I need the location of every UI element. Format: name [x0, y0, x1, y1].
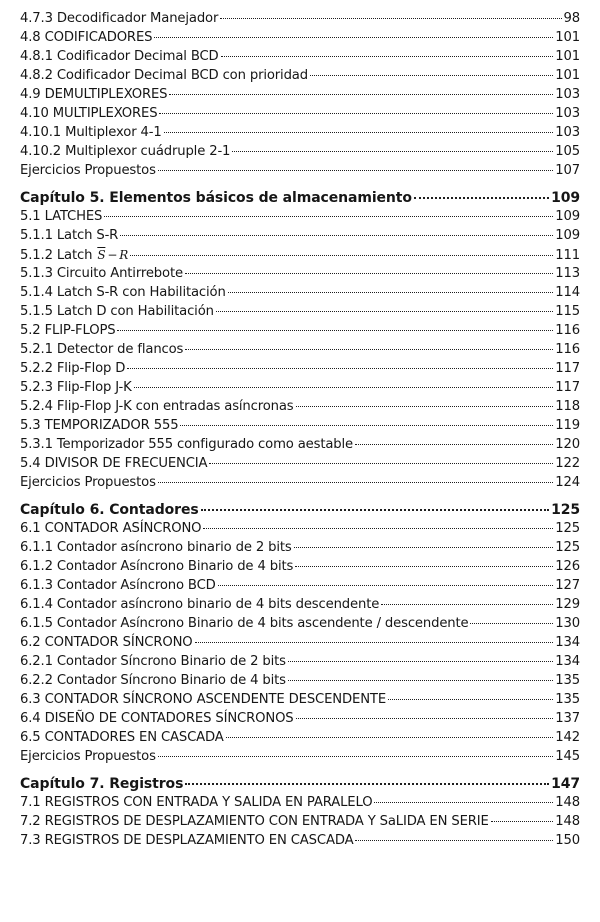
dot-leader	[195, 642, 554, 643]
toc-entry[interactable]	[20, 652, 580, 672]
toc-entry[interactable]	[20, 9, 580, 29]
entry-title: 5.4 DIVISOR DE FRECUENCIA	[20, 456, 208, 471]
page-number: 101	[555, 30, 580, 45]
toc-entry[interactable]	[20, 671, 580, 691]
page-number: 142	[555, 730, 580, 745]
symbol-minus: −	[107, 248, 118, 262]
page-number: 109	[551, 190, 580, 206]
page-number: 147	[551, 776, 580, 792]
entry-title: 4.10 MULTIPLEXORES	[20, 106, 158, 121]
dot-leader	[470, 623, 553, 624]
toc-entry[interactable]	[20, 576, 580, 596]
dot-leader	[154, 37, 553, 38]
entry-title: 6.1.4 Contador asíncrono binario de 4 bits descendente	[20, 597, 380, 612]
dot-leader	[130, 255, 553, 256]
toc-entry[interactable]	[20, 264, 580, 284]
toc-entry[interactable]	[20, 47, 580, 67]
entry-title: 5.2.4 Flip-Flop J-K con entradas asíncronas	[20, 399, 294, 414]
entry-title: 4.8 CODIFICADORES	[20, 30, 153, 45]
page-number: 101	[555, 49, 580, 64]
dot-leader	[220, 18, 561, 19]
toc-entry[interactable]	[20, 690, 580, 710]
entry-title: 6.2 CONTADOR SÍNCRONO	[20, 635, 193, 650]
entry-title: 6.5 CONTADORES EN CASCADA	[20, 730, 224, 745]
dot-leader	[158, 756, 553, 757]
dot-leader	[296, 406, 554, 407]
page-number: 101	[555, 68, 580, 83]
dot-leader	[203, 528, 553, 529]
entry-title: 6.1.5 Contador Asíncrono Binario de 4 bits ascendente / descendente	[20, 616, 469, 631]
toc-entry[interactable]	[20, 538, 580, 558]
page-number: 150	[555, 833, 580, 848]
toc-entry[interactable]	[20, 473, 580, 493]
dot-leader	[310, 75, 553, 76]
page-number: 145	[555, 749, 580, 764]
entry-title: 5.1.4 Latch S-R con Habilitación	[20, 285, 226, 300]
toc-entry[interactable]	[20, 831, 580, 851]
toc-entry[interactable]	[20, 793, 580, 813]
entry-title: 6.1.1 Contador asíncrono binario de 2 bits	[20, 540, 292, 555]
dot-leader	[164, 132, 554, 133]
dot-leader	[381, 604, 553, 605]
entry-title: Ejercicios Propuestos	[20, 749, 156, 764]
entry-title: Capítulo 6. Contadores	[20, 502, 199, 518]
toc-entry[interactable]	[20, 519, 580, 539]
page-number: 103	[555, 125, 580, 140]
entry-title: 4.9 DEMULTIPLEXORES	[20, 87, 168, 102]
entry-title: 5.1.3 Circuito Antirrebote	[20, 266, 183, 281]
dot-leader	[294, 547, 554, 548]
dot-leader	[296, 718, 554, 719]
dot-leader	[355, 840, 553, 841]
toc-entry[interactable]	[20, 85, 580, 105]
dot-leader	[288, 661, 553, 662]
toc-entry[interactable]	[20, 747, 580, 767]
page-number: 107	[555, 163, 580, 178]
dot-leader	[185, 783, 549, 785]
chapter-heading[interactable]	[20, 774, 580, 794]
toc-entry[interactable]	[20, 245, 580, 265]
entry-title: 5.2.2 Flip-Flop D	[20, 361, 126, 376]
toc-entry[interactable]	[20, 812, 580, 832]
toc-entry[interactable]	[20, 435, 580, 455]
page-number: 103	[555, 106, 580, 121]
dot-leader	[117, 330, 553, 331]
toc-entry[interactable]	[20, 104, 580, 124]
entry-title: 6.2.1 Contador Síncrono Binario de 2 bits	[20, 654, 286, 669]
toc-entry[interactable]	[20, 161, 580, 181]
dot-leader	[180, 425, 553, 426]
dot-leader	[216, 311, 553, 312]
page-number: 125	[551, 502, 580, 518]
page-number: 111	[555, 248, 580, 263]
toc-entry[interactable]	[20, 397, 580, 417]
page-number: 105	[555, 144, 580, 159]
entry-title: 5.1.5 Latch D con Habilitación	[20, 304, 214, 319]
entry-title: 6.2.2 Contador Síncrono Binario de 4 bits	[20, 673, 286, 688]
toc-entry[interactable]	[20, 557, 580, 577]
toc-entry[interactable]	[20, 595, 580, 615]
page-number: 148	[555, 814, 580, 829]
toc-entry[interactable]	[20, 454, 580, 474]
toc-entry[interactable]	[20, 709, 580, 729]
entry-title: 4.10.1 Multiplexor 4-1	[20, 125, 162, 140]
dot-leader	[120, 235, 553, 236]
entry-title: 4.8.2 Codificador Decimal BCD con prioridad	[20, 68, 308, 83]
entry-title: 6.1.3 Contador Asíncrono BCD	[20, 578, 216, 593]
entry-title: 5.1.1 Latch S-R	[20, 228, 119, 243]
dot-leader	[201, 509, 549, 511]
page-number: 115	[555, 304, 580, 319]
dot-leader	[295, 566, 553, 567]
dot-leader	[158, 170, 553, 171]
symbol-r: R	[119, 248, 129, 262]
dot-leader	[226, 737, 554, 738]
page-number: 103	[555, 87, 580, 102]
entry-title: 6.4 DISEÑO DE CONTADORES SÍNCRONOS	[20, 711, 294, 726]
page-number: 109	[555, 209, 580, 224]
toc-entry[interactable]	[20, 28, 580, 48]
dot-leader	[228, 292, 554, 293]
toc-entry[interactable]	[20, 302, 580, 322]
page-number: 134	[555, 635, 580, 650]
dot-leader	[159, 113, 553, 114]
toc-entry[interactable]	[20, 226, 580, 246]
toc-entry[interactable]	[20, 123, 580, 143]
page-number: 109	[555, 228, 580, 243]
page-number: 125	[555, 540, 580, 555]
entry-title: 5.3 TEMPORIZADOR 555	[20, 418, 179, 433]
toc-entry[interactable]	[20, 321, 580, 341]
dot-leader	[134, 387, 554, 388]
entry-title: Ejercicios Propuestos	[20, 475, 156, 490]
entry-title: 7.1 REGISTROS CON ENTRADA Y SALIDA EN PARALELO	[20, 795, 373, 810]
page-number: 135	[555, 692, 580, 707]
page-number: 137	[555, 711, 580, 726]
dot-leader	[232, 151, 553, 152]
dot-leader	[104, 216, 553, 217]
toc-entry[interactable]	[20, 614, 580, 634]
page-number: 116	[555, 342, 580, 357]
toc-entry[interactable]	[20, 340, 580, 360]
toc-entry[interactable]	[20, 359, 580, 379]
toc-entry[interactable]	[20, 378, 580, 398]
dot-leader	[218, 585, 554, 586]
entry-title: 5.1.2 Latch	[20, 248, 93, 263]
entry-title: 5.2.1 Detector de flancos	[20, 342, 184, 357]
toc-entry[interactable]	[20, 66, 580, 86]
latch-symbol	[97, 245, 128, 266]
entry-title: 5.3.1 Temporizador 555 configurado como aestable	[20, 437, 354, 452]
toc-entry[interactable]	[20, 728, 580, 748]
entry-title: 6.1.2 Contador Asíncrono Binario de 4 bits	[20, 559, 294, 574]
page-number: 148	[555, 795, 580, 810]
entry-title: 5.1 LATCHES	[20, 209, 103, 224]
entry-title: 5.2.3 Flip-Flop J-K	[20, 380, 132, 395]
entry-title: 6.3 CONTADOR SÍNCRONO ASCENDENTE DESCENDENTE	[20, 692, 387, 707]
entry-title: Capítulo 7. Registros	[20, 776, 184, 792]
entry-title: 4.8.1 Codificador Decimal BCD	[20, 49, 219, 64]
page-number: 98	[563, 11, 580, 26]
page-number: 126	[555, 559, 580, 574]
toc-entry[interactable]	[20, 416, 580, 436]
dot-leader	[185, 349, 553, 350]
dot-leader	[491, 821, 554, 822]
entry-title: Ejercicios Propuestos	[20, 163, 156, 178]
toc-entry[interactable]	[20, 142, 580, 162]
dot-leader	[209, 463, 553, 464]
entry-title: 7.3 REGISTROS DE DESPLAZAMIENTO EN CASCADA	[20, 833, 354, 848]
dot-leader	[169, 94, 553, 95]
page-number: 120	[555, 437, 580, 452]
dot-leader	[185, 273, 553, 274]
dot-leader	[127, 368, 553, 369]
dot-leader	[158, 482, 553, 483]
page-number: 125	[555, 521, 580, 536]
entry-title: 6.1 CONTADOR ASÍNCRONO	[20, 521, 202, 536]
dot-leader	[374, 802, 553, 803]
dot-leader	[288, 680, 553, 681]
page-number: 117	[555, 380, 580, 395]
chapter-heading[interactable]	[20, 500, 580, 520]
page-number: 114	[555, 285, 580, 300]
dot-leader	[221, 56, 554, 57]
dot-leader	[388, 699, 553, 700]
page-number: 129	[555, 597, 580, 612]
entry-title: 4.10.2 Multiplexor cuádruple 2-1	[20, 144, 231, 159]
page-number: 130	[555, 616, 580, 631]
chapter-heading[interactable]	[20, 188, 580, 208]
dot-leader	[355, 444, 553, 445]
page-number: 122	[555, 456, 580, 471]
symbol-s-bar: $\overline{S}$	[97, 248, 106, 262]
page-number: 127	[555, 578, 580, 593]
toc-entry[interactable]	[20, 283, 580, 303]
page-number: 134	[555, 654, 580, 669]
toc-entry[interactable]	[20, 207, 580, 227]
page-number: 116	[555, 323, 580, 338]
page-number: 124	[555, 475, 580, 490]
toc-entry[interactable]	[20, 633, 580, 653]
page-number: 118	[555, 399, 580, 414]
page-number: 117	[555, 361, 580, 376]
dot-leader	[414, 197, 549, 199]
page-number: 119	[555, 418, 580, 433]
entry-title: 5.2 FLIP-FLOPS	[20, 323, 116, 338]
entry-title: Capítulo 5. Elementos básicos de almacenamiento	[20, 190, 412, 206]
entry-title: 4.7.3 Decodificador Manejador	[20, 11, 219, 26]
page-number: 135	[555, 673, 580, 688]
entry-title: 7.2 REGISTROS DE DESPLAZAMIENTO CON ENTRADA Y SaLIDA EN SERIE	[20, 814, 489, 829]
page-number: 113	[555, 266, 580, 281]
